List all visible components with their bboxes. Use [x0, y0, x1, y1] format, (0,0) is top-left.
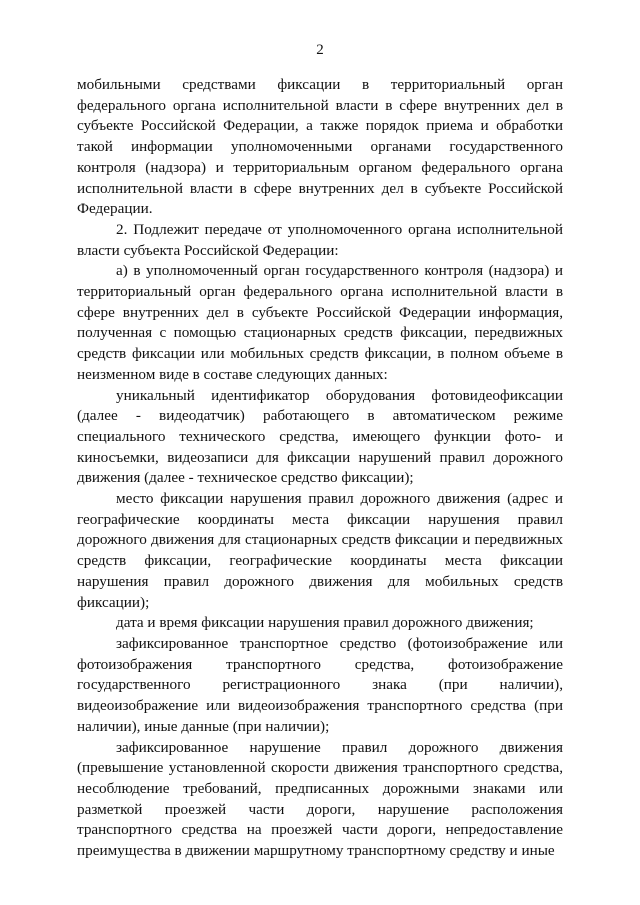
document-body: [77, 75, 563, 862]
paragraph-item-2: 2. Подлежит передаче от уполномоченного органа исполнительной власти субъекта Российской Федерации:: [77, 220, 563, 259]
paragraph-violation-place: место фиксации нарушения правил дорожного движения (адрес и географические координаты места фиксации нарушения правил дорожного движения для стационарных средств фиксации и передвижных средств фиксации, географические координаты места фиксации нарушения правил дорожного движения для мобильных средств фиксации);: [77, 490, 563, 611]
page-number: 2: [316, 42, 324, 58]
paragraph-continuation: мобильными средствами фиксации в территориальный орган федерального органа исполнительной власти в сфере внутренних дел в субъекте Российской Федерации, а также порядок приема и обработки такой информации уполномоченными органами государственного контроля (надзора) и территориальным органом федерального органа исполнительной власти в сфере внутренних дел в субъекте Российской Федерации.: [77, 76, 563, 218]
paragraph-date-time: дата и время фиксации нарушения правил дорожного движения;: [116, 614, 534, 632]
paragraph-device-id: уникальный идентификатор оборудования фотовидеофиксации (далее - видеодатчик) работающего в автоматическом режиме специального технического средства, имеющего функции фото- и киносъемки, видеозаписи для фиксации нарушений правил дорожного движения (далее - техническое средство фиксации);: [77, 386, 563, 487]
paragraph-vehicle: зафиксированное транспортное средство (фотоизображение или фотоизображения транспортного средства, фотоизображение государственного регистрационного знака (при наличии), видеоизображение или видеоизображения транспортного средства (при наличии), иные данные (при наличии);: [77, 634, 563, 735]
paragraph-subitem-a: а) в уполномоченный орган государственного контроля (надзора) и территориальный орган федерального органа исполнительной власти в сфере внутренних дел в субъекте Российской Федерации информация, полученная с помощью стационарных средств фиксации, передвижных средств фиксации или мобильных средств фиксации, в полном объеме в неизменном виде в составе следующих данных:: [77, 262, 563, 383]
paragraph-violation: зафиксированное нарушение правил дорожного движения (превышение установленной скорости движения транспортного средства, несоблюдение требований, предписанных дорожными знаками или разметкой проезжей части дороги, нарушение расположения транспортного средства на проезжей части дороги, непредоставление преимущества в движении маршрутному транспортному средству и иные: [77, 738, 563, 860]
